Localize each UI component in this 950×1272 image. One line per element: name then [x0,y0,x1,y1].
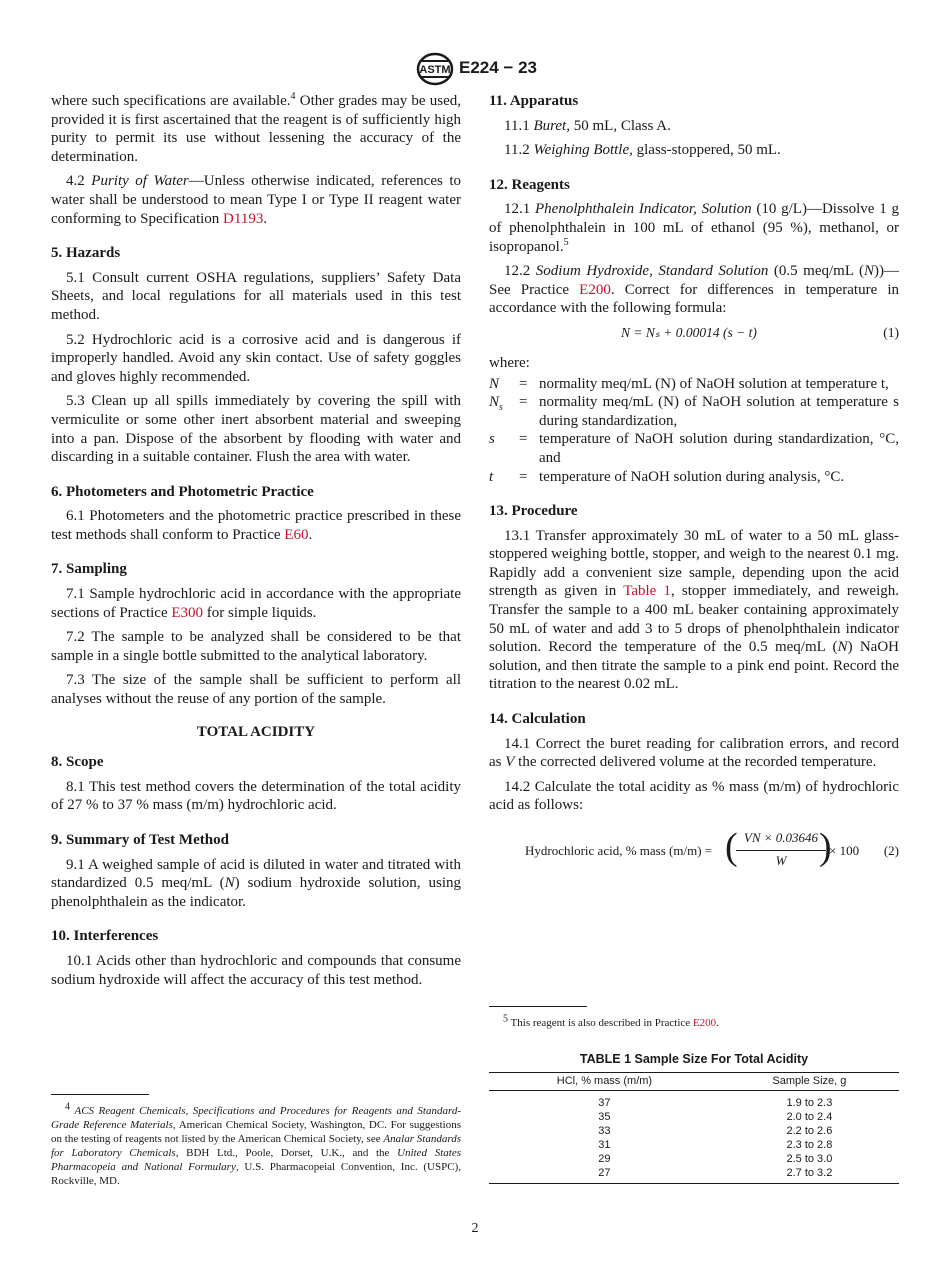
column-header-hcl: HCl, % mass (m/m) [489,1073,720,1091]
paragraph-7-3: 7.3 The size of the sample shall be sufficient to perform all analyses without the reuse of any portion of the sample. [51,672,461,708]
section-7-heading: 7. Sampling [51,561,127,578]
table-1-title: TABLE 1 Sample Size For Total Acidity [579,1052,809,1066]
table-row: 33 2.2 to 2.6 [598,1125,833,1137]
table-row: 37 1.9 to 2.3 [598,1097,833,1109]
table-1 [489,1072,899,1184]
paragraph-12-2: 12.2 Sodium Hydroxide, Standard Solution (0.5 meq/mL (N))—See Practice E200. Correct for differences in temperature in accordance with the following formula: [489,263,899,317]
footnote-rule-right [489,1006,587,1007]
link-e200-footnote[interactable]: E200 [692,1017,717,1029]
paragraph-5-3: 5.3 Clean up all spills immediately by covering the spill with vermiculite or some other inert absorbent material and sweeping into a pan. Dispose of the absorbent by flooding with water and discarding in a suitable container. Flush the area with water. [51,393,461,466]
paragraph-11-1: 11.1 Buret, 50 mL, Class A. [504,117,671,134]
equation-1 [489,324,899,346]
variable-s: s = temperature of NaOH solution during standardization, °C, and [489,431,899,466]
table-header-row [489,1073,899,1091]
section-12-heading: 12. Reagents [489,176,570,193]
section-13-heading: 13. Procedure [489,503,578,520]
equation-1-number: (1) [883,324,899,340]
link-table-1[interactable]: Table 1 [623,583,671,600]
footnote-5: $^5$ This reagent is also described in Practice E200. [503,1013,719,1029]
footnote-4: $^4$ ACS Reagent Chemicals, Specifications and Procedures for Reagents and Standard-Grade Reference Materials, American Chemical Society, Washington, DC. For suggestions on the testing of reagents not listed by the American Chemical Society, see Analar Standards for Laboratory Chemicals, BDH Ltd., Poole, Dorset, U.K., and the United States Pharmacopeia and National Formulary, U.S. Pharmacopeial Convention, Inc. (USPC), Rockville, MD. [51,1101,462,1187]
svg-text:ASTM: ASTM [419,64,451,76]
page-header [0,58,950,84]
equation-2-number: (2) [883,843,899,858]
paragraph-12-1: 12.1 Phenolphthalein Indicator, Solution (10 g/L)—Dissolve 1 g of phenolphthalein in 100 mL of ethanol (95 %), methanol, or isopropanol.$^5$ [489,201,899,255]
equation-2 [489,826,899,877]
link-e300[interactable]: E300 [171,604,204,621]
page-number: 2 [471,1221,479,1236]
total-acidity-heading: TOTAL ACIDITY [196,723,316,740]
section-9-heading: 9. Summary of Test Method [51,832,229,848]
left-column [51,92,461,995]
paragraph-8-1: 8.1 This test method covers the determination of the total acidity of 27 % to 37 % mass (m/m) hydrochloric acid. [51,778,461,814]
paren-left: ( [725,826,738,868]
section-10-heading: 10. Interferences [51,928,159,945]
column-header-sample-size: Sample Size, g [720,1073,899,1091]
section-5-heading: 5. Hazards [51,245,121,262]
section-6-heading: 6. Photometers and Photometric Practice [51,483,314,500]
paragraph-9-1: 9.1 A weighed sample of acid is diluted in water and titrated with standardized 0.5 meq/mL (N) sodium hydroxide solution, using phenolphthalein as the indicator. [51,856,461,910]
equation-2-fraction: $\frac{VN \times 0.03646}{W}$ [736,829,826,870]
paragraph-4-1-cont: where such specifications are available.$^4$ Other grades may be used, provided it is first ascertained that the reagent is of sufficiently high purity to permit its use without lessening the accuracy of the determination. [51,91,461,165]
link-e60[interactable]: E60 [284,526,309,543]
astm-logo [415,51,455,87]
link-d1193[interactable]: D1193 [223,210,264,227]
paragraph-10-1: 10.1 Acids other than hydrochloric and compounds that consume sodium hydroxide will affect the accuracy of this test method. [51,952,461,988]
equation-2-lhs: Hydrochloric acid, % mass (m/m) = [525,843,713,858]
paragraph-7-1: 7.1 Sample hydrochloric acid in accordance with the appropriate sections of Practice E300 for simple liquids. [51,586,461,621]
right-column [489,92,899,877]
variable-t: t = temperature of NaOH solution during analysis, °C. [489,468,845,485]
section-14-heading: 14. Calculation [489,711,586,728]
paragraph-11-2: 11.2 Weighing Bottle, glass-stoppered, 50 mL. [504,142,781,159]
paragraph-6-1: 6.1 Photometers and the photometric practice prescribed in these test methods shall conform to Practice E60. [51,508,461,543]
variable-n: N = normality meq/mL (N) of NaOH solution at temperature t, [489,375,889,392]
table-row: 31 2.3 to 2.8 [598,1139,833,1151]
footnote-rule-left [51,1094,149,1095]
table-row: 35 2.0 to 2.4 [598,1111,833,1123]
paragraph-7-2: 7.2 The sample to be analyzed shall be considered to be that sample in a single bottle submitted to the analytical laboratory. [51,629,461,664]
section-11-heading: 11. Apparatus [489,93,579,109]
table-row: 27 2.7 to 3.2 [489,1166,899,1184]
paragraph-4-2: 4.2 Purity of Water—Unless otherwise indicated, references to water shall be understood to mean Type I or Type II reagent water conforming to Specification D1193. [51,173,461,227]
paragraph-14-1: 14.1 Correct the buret reading for calibration errors, and record as V the corrected delivered volume at the recorded temperature. [489,735,899,771]
paragraph-14-2: 14.2 Calculate the total acidity as % mass (m/m) of hydrochloric acid as follows: [489,778,899,814]
section-8-heading: 8. Scope [51,754,104,771]
equation-2-multiplier: × 100 [829,843,860,858]
table-row: 29 2.5 to 3.0 [598,1153,833,1165]
paragraph-5-2: 5.2 Hydrochloric acid is a corrosive acid and is dangerous if improperly handled. Avoid any skin contact. Use of safety goggles and gloves highly recommended. [51,331,461,385]
document-id: E224 − 23 [459,58,537,77]
paragraph-5-1: 5.1 Consult current OSHA regulations, suppliers’ Safety Data Sheets, and local regulations for all materials used in this test method. [51,269,461,323]
paren-right: ) [819,826,832,868]
equation-1-body: N = Nₛ + 0.00014 (s − t) [621,324,757,340]
where-label: where: [489,354,530,371]
paragraph-13-1: 13.1 Transfer approximately 30 mL of water to a 50 mL glass-stoppered weighing bottle, stopper, and weigh to the nearest 0.1 mg. Rapidly add a convenient size sample, depending upon the acid strength as given in Table 1, stopper immediately, and reweigh. Transfer the sample to a 400 mL beaker containing approximately 50 mL of water and add 3 to 5 drops of phenolphthalein indicator solution. Record the temperature of the 0.5 meq/mL (N) NaOH solution, and then titrate the sample to a pink end point. Record the titration to the nearest 0.02 mL. [489,527,900,693]
variable-ns: $N_s$ = normality meq/mL (N) of NaOH solution at temperature s during standardization, [489,394,899,429]
link-e200[interactable]: E200 [579,281,611,298]
